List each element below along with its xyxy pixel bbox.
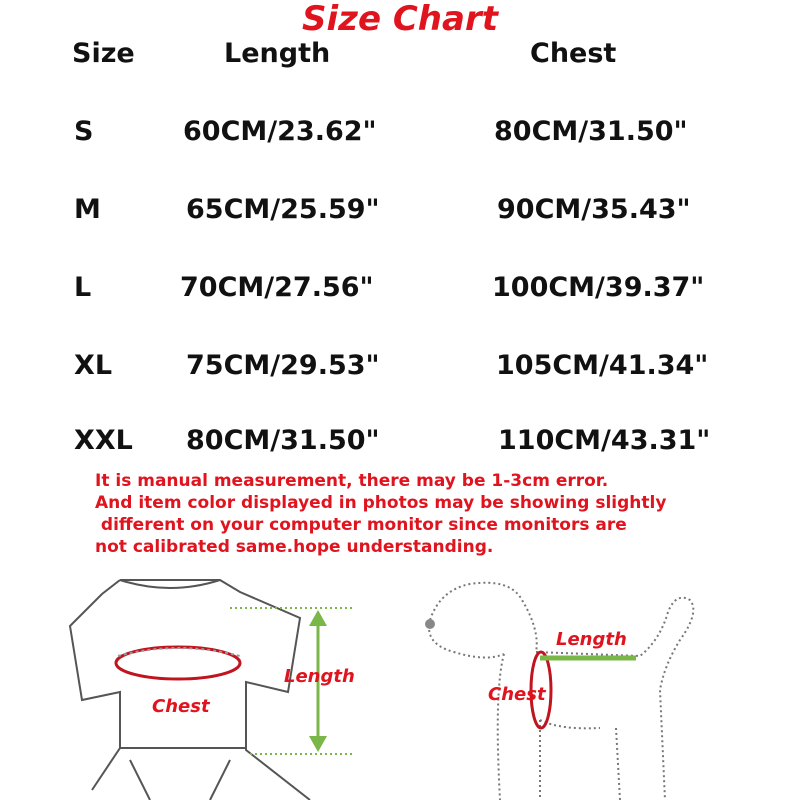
header-chest: Chest <box>530 38 617 69</box>
dog-eye-icon <box>425 619 435 629</box>
shirt-length-label: Length <box>284 666 355 687</box>
row-chest: 105CM/41.34" <box>496 350 709 381</box>
header-size: Size <box>72 38 135 69</box>
note-line: not calibrated same.hope understanding. <box>95 537 494 557</box>
page-title: Size Chart <box>302 0 498 39</box>
row-size: L <box>74 272 92 303</box>
row-length: 60CM/23.62" <box>183 116 377 147</box>
note-line: It is manual measurement, there may be 1-3cm error. <box>95 471 609 491</box>
row-size: XL <box>74 350 113 381</box>
row-size: M <box>74 194 101 225</box>
note-line: different on your computer monitor since monitors are <box>95 515 627 535</box>
row-length: 80CM/31.50" <box>186 425 380 456</box>
row-size: XXL <box>74 425 133 456</box>
dog-length-label: Length <box>556 629 627 650</box>
row-size: S <box>74 116 94 147</box>
note-line: And item color displayed in photos may be showing slightly <box>95 493 667 513</box>
dog-chest-label: Chest <box>488 684 546 705</box>
row-length: 65CM/25.59" <box>186 194 380 225</box>
dog-illustration <box>429 583 693 800</box>
row-chest: 100CM/39.37" <box>492 272 705 303</box>
row-chest: 80CM/31.50" <box>494 116 688 147</box>
shirt-chest-label: Chest <box>152 696 210 717</box>
shirt-illustration <box>70 580 310 800</box>
row-length: 70CM/27.56" <box>180 272 374 303</box>
header-length: Length <box>224 38 331 69</box>
row-length: 75CM/29.53" <box>186 350 380 381</box>
measurement-diagram <box>0 570 800 800</box>
row-chest: 110CM/43.31" <box>498 425 711 456</box>
row-chest: 90CM/35.43" <box>497 194 691 225</box>
measurement-note <box>95 470 775 558</box>
